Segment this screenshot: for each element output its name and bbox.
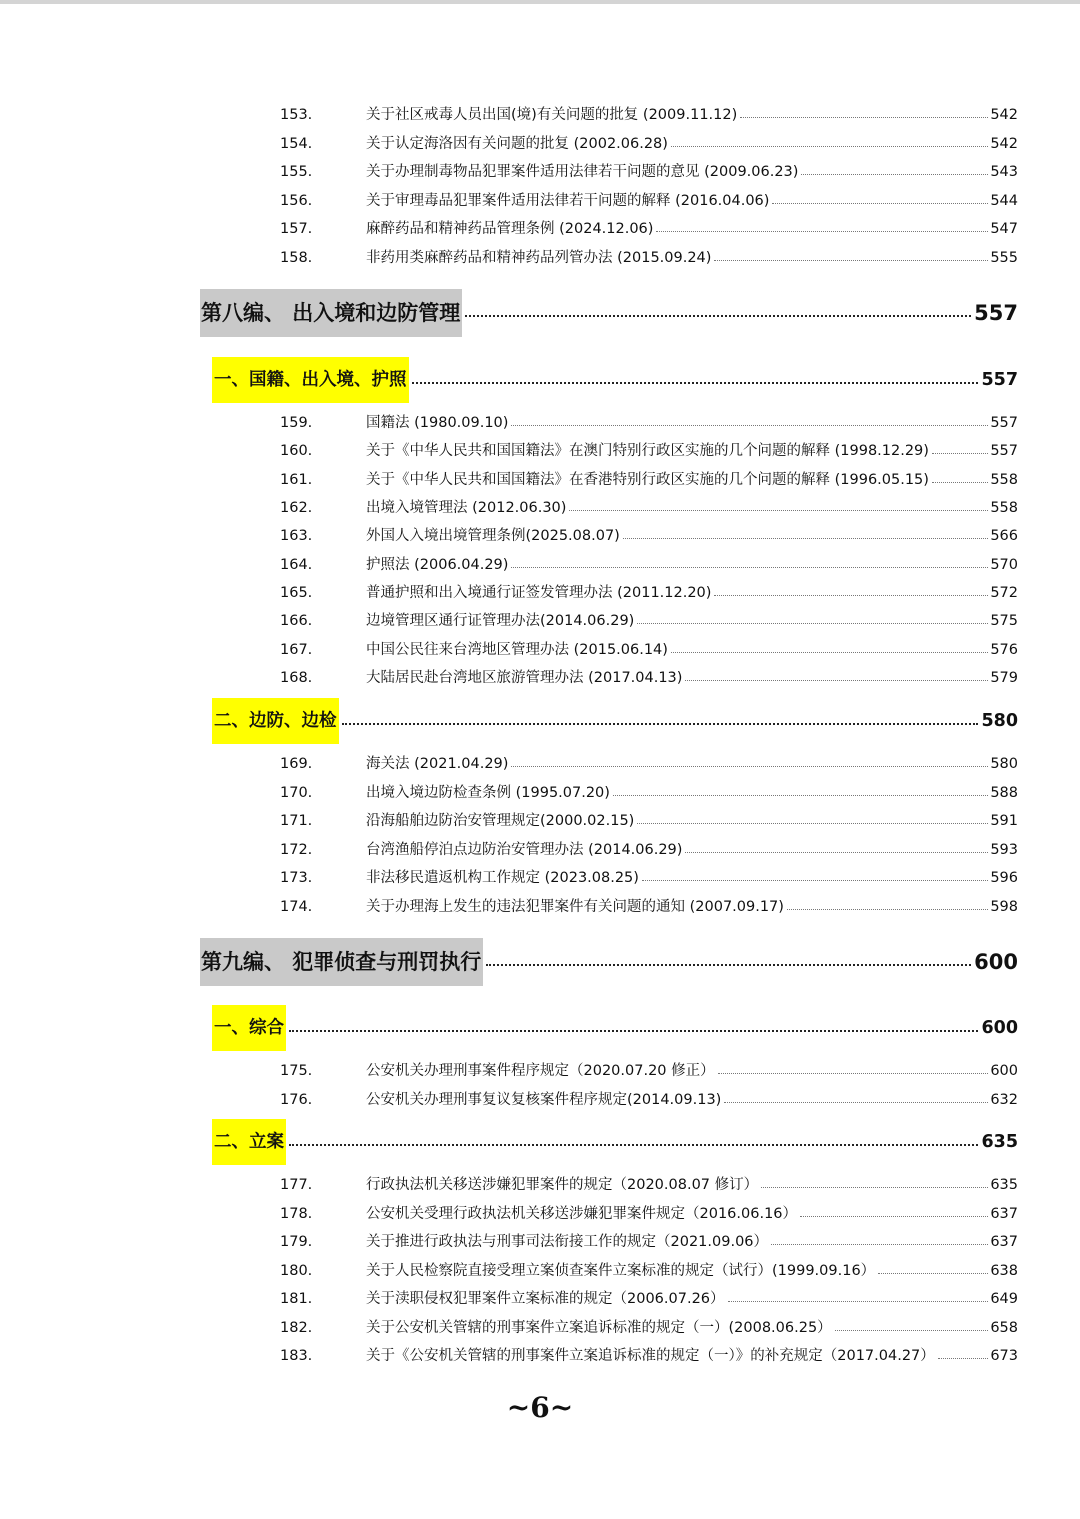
dot-leader xyxy=(671,652,988,653)
entry-title: 出境入境管理法 (2012.06.30) xyxy=(366,500,567,516)
section-title: 一、综合 xyxy=(212,1005,286,1051)
dot-leader xyxy=(569,510,988,511)
entry-number: 165. xyxy=(280,585,313,601)
entry-page-number: 543 xyxy=(990,164,1018,180)
entry-page-number: 600 xyxy=(990,1063,1018,1079)
entry-number: 171. xyxy=(280,813,313,829)
dot-leader xyxy=(714,595,988,596)
toc-section-heading xyxy=(212,698,1018,744)
entry-page-number: 632 xyxy=(990,1092,1018,1108)
entry-title: 关于社区戒毒人员出国(境)有关问题的批复 (2009.11.12) xyxy=(366,107,738,123)
entry-number: 173. xyxy=(280,870,313,886)
dot-leader xyxy=(772,203,988,204)
entry-page-number: 580 xyxy=(990,756,1018,772)
entry-page-number: 542 xyxy=(990,136,1018,152)
entry-title: 护照法 (2006.04.29) xyxy=(366,557,509,573)
toc-entry xyxy=(280,247,1018,269)
entry-title: 公安机关受理行政执法机关移送涉嫌犯罪案件规定（2016.06.16） xyxy=(366,1206,798,1222)
toc-entry xyxy=(280,525,1018,547)
part-title: 第八编、 出入境和边防管理 xyxy=(200,289,462,337)
entry-number: 168. xyxy=(280,670,313,686)
toc-entry xyxy=(280,218,1018,240)
entry-title: 关于《公安机关管辖的刑事案件立案追诉标准的规定（一）》的补充规定（2017.04.27） xyxy=(366,1348,935,1364)
toc-entry xyxy=(280,190,1018,212)
toc-entry xyxy=(280,440,1018,462)
toc-entry xyxy=(280,610,1018,632)
entry-number: 155. xyxy=(280,164,313,180)
entry-page-number: 637 xyxy=(990,1206,1018,1222)
entry-title: 关于办理海上发生的违法犯罪案件有关问题的通知 (2007.09.17) xyxy=(366,899,784,915)
entry-title: 出境入境边防检查条例 (1995.07.20) xyxy=(366,785,610,801)
dot-leader xyxy=(724,1102,988,1103)
dot-leader xyxy=(938,1358,989,1359)
page-number: ~6~ xyxy=(506,1391,574,1424)
entry-page-number: 542 xyxy=(990,107,1018,123)
dot-leader xyxy=(412,382,979,384)
entry-page-number: 570 xyxy=(990,557,1018,573)
entry-number: 154. xyxy=(280,136,313,152)
toc-entry xyxy=(280,582,1018,604)
entry-number: 177. xyxy=(280,1177,313,1193)
entry-title: 关于人民检察院直接受理立案侦查案件立案标准的规定（试行）(1999.09.16） xyxy=(366,1263,876,1279)
entry-number: 181. xyxy=(280,1291,313,1307)
entry-page-number: 635 xyxy=(990,1177,1018,1193)
entry-page-number: 566 xyxy=(990,528,1018,544)
toc-entry xyxy=(280,412,1018,434)
entry-title: 公安机关办理刑事案件程序规定（2020.07.20 修正） xyxy=(366,1063,715,1079)
entry-page-number: 572 xyxy=(990,585,1018,601)
entry-number: 178. xyxy=(280,1206,313,1222)
entry-title: 外国人入境出境管理条例(2025.08.07) xyxy=(366,528,620,544)
entry-title: 关于渎职侵权犯罪案件立案标准的规定（2006.07.26） xyxy=(366,1291,725,1307)
entry-number: 164. xyxy=(280,557,313,573)
section-page-number: 580 xyxy=(981,711,1018,731)
toc-entry xyxy=(280,1288,1018,1310)
entry-number: 174. xyxy=(280,899,313,915)
dot-leader xyxy=(835,1330,989,1331)
entry-page-number: 638 xyxy=(990,1263,1018,1279)
section-title: 二、立案 xyxy=(212,1119,286,1165)
entry-page-number: 544 xyxy=(990,193,1018,209)
entry-title: 沿海船舶边防治安管理规定(2000.02.15) xyxy=(366,813,635,829)
entry-title: 大陆居民赴台湾地区旅游管理办法 (2017.04.13) xyxy=(366,670,683,686)
toc-entry xyxy=(280,161,1018,183)
section-title: 一、国籍、出入境、护照 xyxy=(212,357,409,403)
dot-leader xyxy=(613,795,988,796)
toc-entry xyxy=(280,1231,1018,1253)
entry-page-number: 555 xyxy=(990,250,1018,266)
dot-leader xyxy=(289,1030,978,1032)
dot-leader xyxy=(728,1301,989,1302)
entry-page-number: 637 xyxy=(990,1234,1018,1250)
entry-number: 179. xyxy=(280,1234,313,1250)
dot-leader xyxy=(342,723,979,725)
toc-entry xyxy=(280,1317,1018,1339)
toc-entry xyxy=(280,554,1018,576)
dot-leader xyxy=(878,1273,988,1274)
entry-number: 156. xyxy=(280,193,313,209)
dot-leader xyxy=(637,823,988,824)
dot-leader xyxy=(685,852,988,853)
toc-entry xyxy=(280,1174,1018,1196)
dot-leader xyxy=(465,315,971,317)
dot-leader xyxy=(685,680,988,681)
entry-number: 161. xyxy=(280,472,313,488)
toc-section-heading xyxy=(212,1119,1018,1165)
dot-leader xyxy=(801,174,988,175)
dot-leader xyxy=(800,1216,988,1217)
dot-leader xyxy=(289,1144,978,1146)
entry-number: 180. xyxy=(280,1263,313,1279)
dot-leader xyxy=(511,567,988,568)
dot-leader xyxy=(761,1187,988,1188)
entry-title: 麻醉药品和精神药品管理条例 (2024.12.06) xyxy=(366,221,654,237)
section-title: 二、边防、边检 xyxy=(212,698,339,744)
toc-entry xyxy=(280,133,1018,155)
entry-number: 172. xyxy=(280,842,313,858)
entry-number: 167. xyxy=(280,642,313,658)
entry-number: 157. xyxy=(280,221,313,237)
entry-page-number: 598 xyxy=(990,899,1018,915)
dot-leader xyxy=(637,623,988,624)
toc-entry xyxy=(280,469,1018,491)
dot-leader xyxy=(714,260,988,261)
toc-section-heading xyxy=(212,1005,1018,1051)
entry-title: 行政执法机关移送涉嫌犯罪案件的规定（2020.08.07 修订） xyxy=(366,1177,759,1193)
toc-part-heading xyxy=(200,938,1018,986)
section-page-number: 635 xyxy=(981,1132,1018,1152)
dot-leader xyxy=(932,482,988,483)
entry-number: 159. xyxy=(280,415,313,431)
section-page-number: 600 xyxy=(981,1018,1018,1038)
toc-entry xyxy=(280,1089,1018,1111)
entry-title: 公安机关办理刑事复议复核案件程序规定(2014.09.13) xyxy=(366,1092,722,1108)
entry-number: 158. xyxy=(280,250,313,266)
entry-number: 163. xyxy=(280,528,313,544)
toc-entry xyxy=(280,867,1018,889)
entry-page-number: 576 xyxy=(990,642,1018,658)
entry-page-number: 557 xyxy=(990,415,1018,431)
entry-page-number: 558 xyxy=(990,500,1018,516)
toc-entry xyxy=(280,753,1018,775)
entry-number: 183. xyxy=(280,1348,313,1364)
entry-page-number: 575 xyxy=(990,613,1018,629)
toc-entry xyxy=(280,104,1018,126)
toc-entry xyxy=(280,497,1018,519)
entry-page-number: 596 xyxy=(990,870,1018,886)
entry-title: 边境管理区通行证管理办法(2014.06.29) xyxy=(366,613,635,629)
toc-part-heading xyxy=(200,289,1018,337)
entry-title: 非药用类麻醉药品和精神药品列管办法 (2015.09.24) xyxy=(366,250,712,266)
entry-number: 176. xyxy=(280,1092,313,1108)
dot-leader xyxy=(671,146,988,147)
toc-section-heading xyxy=(212,357,1018,403)
top-edge xyxy=(0,0,1080,4)
entry-number: 166. xyxy=(280,613,313,629)
entry-title: 关于审理毒品犯罪案件适用法律若干问题的解释 (2016.04.06) xyxy=(366,193,770,209)
entry-page-number: 649 xyxy=(990,1291,1018,1307)
entry-number: 175. xyxy=(280,1063,313,1079)
entry-title: 中国公民往来台湾地区管理办法 (2015.06.14) xyxy=(366,642,668,658)
entry-title: 关于《中华人民共和国国籍法》在澳门特别行政区实施的几个问题的解释 (1998.12.29) xyxy=(366,443,929,459)
dot-leader xyxy=(511,425,988,426)
entry-title: 台湾渔船停泊点边防治安管理办法 (2014.06.29) xyxy=(366,842,683,858)
dot-leader xyxy=(787,909,988,910)
toc-entry xyxy=(280,896,1018,918)
entry-page-number: 673 xyxy=(990,1348,1018,1364)
dot-leader xyxy=(771,1244,988,1245)
entry-title: 关于办理制毒物品犯罪案件适用法律若干问题的意见 (2009.06.23) xyxy=(366,164,799,180)
entry-title: 国籍法 (1980.09.10) xyxy=(366,415,509,431)
entry-number: 153. xyxy=(280,107,313,123)
entry-title: 关于《中华人民共和国国籍法》在香港特别行政区实施的几个问题的解释 (1996.05.15) xyxy=(366,472,929,488)
entry-number: 160. xyxy=(280,443,313,459)
entry-page-number: 579 xyxy=(990,670,1018,686)
entry-title: 海关法 (2021.04.29) xyxy=(366,756,509,772)
entry-number: 162. xyxy=(280,500,313,516)
entry-page-number: 558 xyxy=(990,472,1018,488)
toc-entry xyxy=(280,639,1018,661)
dot-leader xyxy=(740,117,988,118)
toc-entry xyxy=(280,667,1018,689)
entry-number: 170. xyxy=(280,785,313,801)
entry-number: 182. xyxy=(280,1320,313,1336)
dot-leader xyxy=(486,964,971,966)
entry-page-number: 591 xyxy=(990,813,1018,829)
toc-entry xyxy=(280,1060,1018,1082)
entry-page-number: 593 xyxy=(990,842,1018,858)
toc-entry xyxy=(280,810,1018,832)
dot-leader xyxy=(642,880,988,881)
dot-leader xyxy=(511,766,988,767)
part-page-number: 557 xyxy=(974,301,1018,325)
toc-entry xyxy=(280,839,1018,861)
entry-page-number: 557 xyxy=(990,443,1018,459)
entry-title: 普通护照和出入境通行证签发管理办法 (2011.12.20) xyxy=(366,585,712,601)
entry-title: 关于公安机关管辖的刑事案件立案追诉标准的规定（一）(2008.06.25） xyxy=(366,1320,832,1336)
part-title: 第九编、 犯罪侦查与刑罚执行 xyxy=(200,938,483,986)
entry-page-number: 658 xyxy=(990,1320,1018,1336)
entry-title: 关于认定海洛因有关问题的批复 (2002.06.28) xyxy=(366,136,668,152)
toc-entry xyxy=(280,782,1018,804)
dot-leader xyxy=(623,538,988,539)
dot-leader xyxy=(932,453,988,454)
section-page-number: 557 xyxy=(981,370,1018,390)
toc-entry xyxy=(280,1260,1018,1282)
entry-title: 关于推进行政执法与刑事司法衔接工作的规定（2021.09.06） xyxy=(366,1234,769,1250)
dot-leader xyxy=(718,1073,989,1074)
entry-number: 169. xyxy=(280,756,313,772)
entry-title: 非法移民遣返机构工作规定 (2023.08.25) xyxy=(366,870,639,886)
toc-entry xyxy=(280,1203,1018,1225)
part-page-number: 600 xyxy=(974,950,1018,974)
entry-page-number: 588 xyxy=(990,785,1018,801)
dot-leader xyxy=(656,231,988,232)
entry-page-number: 547 xyxy=(990,221,1018,237)
toc-entry xyxy=(280,1345,1018,1367)
